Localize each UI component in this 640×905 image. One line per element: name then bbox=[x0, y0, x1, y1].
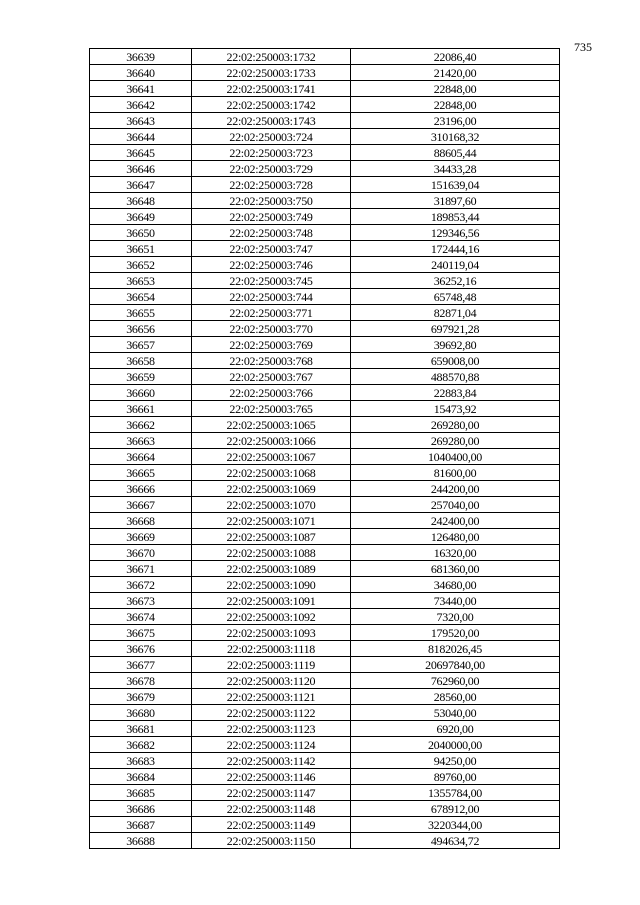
table-row bbox=[90, 241, 560, 257]
row-number-cell: 36658 bbox=[90, 353, 192, 369]
row-number-cell: 36662 bbox=[90, 417, 192, 433]
cadastral-value-cell: 6920,00 bbox=[351, 721, 560, 737]
cadastral-number-cell: 22:02:250003:1092 bbox=[192, 609, 351, 625]
cadastral-value-cell: 28560,00 bbox=[351, 689, 560, 705]
table-row bbox=[90, 593, 560, 609]
cadastral-value-cell: 269280,00 bbox=[351, 417, 560, 433]
row-number-cell: 36657 bbox=[90, 337, 192, 353]
row-number-cell: 36669 bbox=[90, 529, 192, 545]
table-row bbox=[90, 129, 560, 145]
table-row bbox=[90, 529, 560, 545]
cadastral-value-cell: 762960,00 bbox=[351, 673, 560, 689]
cadastral-number-cell: 22:02:250003:729 bbox=[192, 161, 351, 177]
cadastral-value-cell: 8182026,45 bbox=[351, 641, 560, 657]
cadastral-number-cell: 22:02:250003:1069 bbox=[192, 481, 351, 497]
table-row bbox=[90, 385, 560, 401]
cadastral-number-cell: 22:02:250003:1119 bbox=[192, 657, 351, 673]
row-number-cell: 36643 bbox=[90, 113, 192, 129]
table-row bbox=[90, 273, 560, 289]
row-number-cell: 36656 bbox=[90, 321, 192, 337]
cadastral-number-cell: 22:02:250003:769 bbox=[192, 337, 351, 353]
cadastral-number-cell: 22:02:250003:1066 bbox=[192, 433, 351, 449]
row-number-cell: 36688 bbox=[90, 833, 192, 849]
row-number-cell: 36668 bbox=[90, 513, 192, 529]
cadastral-number-cell: 22:02:250003:1733 bbox=[192, 65, 351, 81]
table-row bbox=[90, 641, 560, 657]
table-row bbox=[90, 305, 560, 321]
table-row bbox=[90, 753, 560, 769]
table-row bbox=[90, 417, 560, 433]
cadastral-value-cell: 23196,00 bbox=[351, 113, 560, 129]
row-number-cell: 36686 bbox=[90, 801, 192, 817]
cadastral-number-cell: 22:02:250003:1068 bbox=[192, 465, 351, 481]
cadastral-value-cell: 659008,00 bbox=[351, 353, 560, 369]
cadastral-value-cell: 678912,00 bbox=[351, 801, 560, 817]
cadastral-number-cell: 22:02:250003:1070 bbox=[192, 497, 351, 513]
row-number-cell: 36681 bbox=[90, 721, 192, 737]
row-number-cell: 36670 bbox=[90, 545, 192, 561]
cadastral-value-cell: 16320,00 bbox=[351, 545, 560, 561]
table-row bbox=[90, 497, 560, 513]
row-number-cell: 36675 bbox=[90, 625, 192, 641]
table-row bbox=[90, 97, 560, 113]
cadastral-number-cell: 22:02:250003:1089 bbox=[192, 561, 351, 577]
row-number-cell: 36684 bbox=[90, 769, 192, 785]
cadastral-number-cell: 22:02:250003:750 bbox=[192, 193, 351, 209]
table-row bbox=[90, 705, 560, 721]
row-number-cell: 36683 bbox=[90, 753, 192, 769]
cadastral-value-cell: 39692,80 bbox=[351, 337, 560, 353]
cadastral-number-cell: 22:02:250003:1067 bbox=[192, 449, 351, 465]
table-row bbox=[90, 801, 560, 817]
cadastral-value-cell: 22086,40 bbox=[351, 49, 560, 65]
row-number-cell: 36673 bbox=[90, 593, 192, 609]
cadastral-number-cell: 22:02:250003:723 bbox=[192, 145, 351, 161]
row-number-cell: 36654 bbox=[90, 289, 192, 305]
cadastral-value-cell: 244200,00 bbox=[351, 481, 560, 497]
table-row bbox=[90, 689, 560, 705]
row-number-cell: 36641 bbox=[90, 81, 192, 97]
cadastral-number-cell: 22:02:250003:1732 bbox=[192, 49, 351, 65]
cadastral-value-cell: 129346,56 bbox=[351, 225, 560, 241]
row-number-cell: 36646 bbox=[90, 161, 192, 177]
cadastral-number-cell: 22:02:250003:1065 bbox=[192, 417, 351, 433]
table-row bbox=[90, 673, 560, 689]
cadastral-value-cell: 242400,00 bbox=[351, 513, 560, 529]
cadastral-value-cell: 240119,04 bbox=[351, 257, 560, 273]
cadastral-number-cell: 22:02:250003:1122 bbox=[192, 705, 351, 721]
row-number-cell: 36682 bbox=[90, 737, 192, 753]
table-row bbox=[90, 65, 560, 81]
cadastral-value-cell: 2040000,00 bbox=[351, 737, 560, 753]
cadastral-value-cell: 1355784,00 bbox=[351, 785, 560, 801]
row-number-cell: 36642 bbox=[90, 97, 192, 113]
table-row bbox=[90, 321, 560, 337]
row-number-cell: 36659 bbox=[90, 369, 192, 385]
table-body bbox=[90, 49, 560, 849]
row-number-cell: 36660 bbox=[90, 385, 192, 401]
table-row bbox=[90, 225, 560, 241]
row-number-cell: 36651 bbox=[90, 241, 192, 257]
cadastral-value-cell: 310168,32 bbox=[351, 129, 560, 145]
cadastral-number-cell: 22:02:250003:768 bbox=[192, 353, 351, 369]
cadastral-value-cell: 126480,00 bbox=[351, 529, 560, 545]
row-number-cell: 36674 bbox=[90, 609, 192, 625]
cadastral-number-cell: 22:02:250003:1124 bbox=[192, 737, 351, 753]
cadastral-number-cell: 22:02:250003:1742 bbox=[192, 97, 351, 113]
cadastral-value-cell: 15473,92 bbox=[351, 401, 560, 417]
cadastral-value-cell: 494634,72 bbox=[351, 833, 560, 849]
table-row bbox=[90, 513, 560, 529]
row-number-cell: 36653 bbox=[90, 273, 192, 289]
table-row bbox=[90, 785, 560, 801]
table-row bbox=[90, 433, 560, 449]
cadastral-number-cell: 22:02:250003:1743 bbox=[192, 113, 351, 129]
cadastral-number-cell: 22:02:250003:1146 bbox=[192, 769, 351, 785]
cadastral-number-cell: 22:02:250003:771 bbox=[192, 305, 351, 321]
table-row bbox=[90, 337, 560, 353]
cadastral-value-cell: 22848,00 bbox=[351, 81, 560, 97]
table-row bbox=[90, 81, 560, 97]
cadastral-number-cell: 22:02:250003:1087 bbox=[192, 529, 351, 545]
cadastral-number-cell: 22:02:250003:767 bbox=[192, 369, 351, 385]
cadastral-value-cell: 31897,60 bbox=[351, 193, 560, 209]
row-number-cell: 36640 bbox=[90, 65, 192, 81]
cadastral-number-cell: 22:02:250003:746 bbox=[192, 257, 351, 273]
cadastral-value-cell: 1040400,00 bbox=[351, 449, 560, 465]
row-number-cell: 36663 bbox=[90, 433, 192, 449]
cadastral-value-cell: 94250,00 bbox=[351, 753, 560, 769]
table-row bbox=[90, 481, 560, 497]
cadastral-number-cell: 22:02:250003:766 bbox=[192, 385, 351, 401]
table-row bbox=[90, 609, 560, 625]
row-number-cell: 36685 bbox=[90, 785, 192, 801]
row-number-cell: 36655 bbox=[90, 305, 192, 321]
row-number-cell: 36652 bbox=[90, 257, 192, 273]
cadastral-value-cell: 34433,28 bbox=[351, 161, 560, 177]
cadastral-number-cell: 22:02:250003:749 bbox=[192, 209, 351, 225]
cadastral-value-cell: 20697840,00 bbox=[351, 657, 560, 673]
cadastral-value-cell: 89760,00 bbox=[351, 769, 560, 785]
cadastral-number-cell: 22:02:250003:747 bbox=[192, 241, 351, 257]
cadastral-value-cell: 681360,00 bbox=[351, 561, 560, 577]
cadastral-number-cell: 22:02:250003:1150 bbox=[192, 833, 351, 849]
cadastral-number-cell: 22:02:250003:1088 bbox=[192, 545, 351, 561]
table-row bbox=[90, 769, 560, 785]
table-row bbox=[90, 289, 560, 305]
row-number-cell: 36671 bbox=[90, 561, 192, 577]
cadastral-value-cell: 151639,04 bbox=[351, 177, 560, 193]
cadastral-value-cell: 88605,44 bbox=[351, 145, 560, 161]
table-row bbox=[90, 625, 560, 641]
cadastral-number-cell: 22:02:250003:1090 bbox=[192, 577, 351, 593]
cadastral-number-cell: 22:02:250003:1118 bbox=[192, 641, 351, 657]
cadastral-number-cell: 22:02:250003:744 bbox=[192, 289, 351, 305]
cadastral-number-cell: 22:02:250003:1071 bbox=[192, 513, 351, 529]
cadastral-number-cell: 22:02:250003:765 bbox=[192, 401, 351, 417]
row-number-cell: 36649 bbox=[90, 209, 192, 225]
table-row bbox=[90, 545, 560, 561]
cadastral-value-cell: 81600,00 bbox=[351, 465, 560, 481]
cadastral-value-cell: 257040,00 bbox=[351, 497, 560, 513]
row-number-cell: 36650 bbox=[90, 225, 192, 241]
table-row bbox=[90, 193, 560, 209]
cadastral-number-cell: 22:02:250003:1741 bbox=[192, 81, 351, 97]
cadastral-value-cell: 488570,88 bbox=[351, 369, 560, 385]
cadastral-number-cell: 22:02:250003:728 bbox=[192, 177, 351, 193]
table-row bbox=[90, 833, 560, 849]
cadastral-value-cell: 697921,28 bbox=[351, 321, 560, 337]
cadastral-number-cell: 22:02:250003:770 bbox=[192, 321, 351, 337]
row-number-cell: 36667 bbox=[90, 497, 192, 513]
table-row bbox=[90, 817, 560, 833]
cadastral-number-cell: 22:02:250003:724 bbox=[192, 129, 351, 145]
row-number-cell: 36677 bbox=[90, 657, 192, 673]
table-row bbox=[90, 257, 560, 273]
row-number-cell: 36639 bbox=[90, 49, 192, 65]
cadastral-value-cell: 36252,16 bbox=[351, 273, 560, 289]
cadastral-value-cell: 22848,00 bbox=[351, 97, 560, 113]
table-row bbox=[90, 177, 560, 193]
row-number-cell: 36679 bbox=[90, 689, 192, 705]
cadastral-number-cell: 22:02:250003:1093 bbox=[192, 625, 351, 641]
table-row bbox=[90, 113, 560, 129]
cadastral-value-cell: 82871,04 bbox=[351, 305, 560, 321]
cadastral-number-cell: 22:02:250003:748 bbox=[192, 225, 351, 241]
row-number-cell: 36645 bbox=[90, 145, 192, 161]
table-row bbox=[90, 369, 560, 385]
cadastral-value-cell: 65748,48 bbox=[351, 289, 560, 305]
cadastral-value-cell: 7320,00 bbox=[351, 609, 560, 625]
page-number: 735 bbox=[574, 40, 592, 54]
row-number-cell: 36678 bbox=[90, 673, 192, 689]
row-number-cell: 36648 bbox=[90, 193, 192, 209]
table-row bbox=[90, 161, 560, 177]
table-row bbox=[90, 465, 560, 481]
row-number-cell: 36665 bbox=[90, 465, 192, 481]
cadastral-number-cell: 22:02:250003:745 bbox=[192, 273, 351, 289]
cadastral-number-cell: 22:02:250003:1147 bbox=[192, 785, 351, 801]
table-row bbox=[90, 145, 560, 161]
cadastral-number-cell: 22:02:250003:1121 bbox=[192, 689, 351, 705]
cadastral-number-cell: 22:02:250003:1120 bbox=[192, 673, 351, 689]
row-number-cell: 36687 bbox=[90, 817, 192, 833]
cadastral-value-cell: 21420,00 bbox=[351, 65, 560, 81]
cadastral-value-cell: 269280,00 bbox=[351, 433, 560, 449]
cadastral-number-cell: 22:02:250003:1123 bbox=[192, 721, 351, 737]
table-row bbox=[90, 49, 560, 65]
cadastral-number-cell: 22:02:250003:1148 bbox=[192, 801, 351, 817]
row-number-cell: 36666 bbox=[90, 481, 192, 497]
row-number-cell: 36647 bbox=[90, 177, 192, 193]
table-row bbox=[90, 449, 560, 465]
cadastral-value-cell: 53040,00 bbox=[351, 705, 560, 721]
row-number-cell: 36676 bbox=[90, 641, 192, 657]
cadastral-value-cell: 179520,00 bbox=[351, 625, 560, 641]
row-number-cell: 36661 bbox=[90, 401, 192, 417]
cadastral-value-cell: 172444,16 bbox=[351, 241, 560, 257]
cadastral-number-cell: 22:02:250003:1142 bbox=[192, 753, 351, 769]
table-row bbox=[90, 577, 560, 593]
row-number-cell: 36644 bbox=[90, 129, 192, 145]
table-row bbox=[90, 209, 560, 225]
cadastral-value-cell: 189853,44 bbox=[351, 209, 560, 225]
cadastral-value-cell: 34680,00 bbox=[351, 577, 560, 593]
cadastral-number-cell: 22:02:250003:1149 bbox=[192, 817, 351, 833]
cadastral-value-table bbox=[89, 48, 560, 849]
table-row bbox=[90, 401, 560, 417]
row-number-cell: 36680 bbox=[90, 705, 192, 721]
table-row bbox=[90, 721, 560, 737]
table-row bbox=[90, 657, 560, 673]
table-row bbox=[90, 353, 560, 369]
row-number-cell: 36672 bbox=[90, 577, 192, 593]
table-row bbox=[90, 737, 560, 753]
cadastral-value-cell: 22883,84 bbox=[351, 385, 560, 401]
cadastral-number-cell: 22:02:250003:1091 bbox=[192, 593, 351, 609]
row-number-cell: 36664 bbox=[90, 449, 192, 465]
cadastral-value-cell: 3220344,00 bbox=[351, 817, 560, 833]
table-row bbox=[90, 561, 560, 577]
cadastral-value-cell: 73440,00 bbox=[351, 593, 560, 609]
